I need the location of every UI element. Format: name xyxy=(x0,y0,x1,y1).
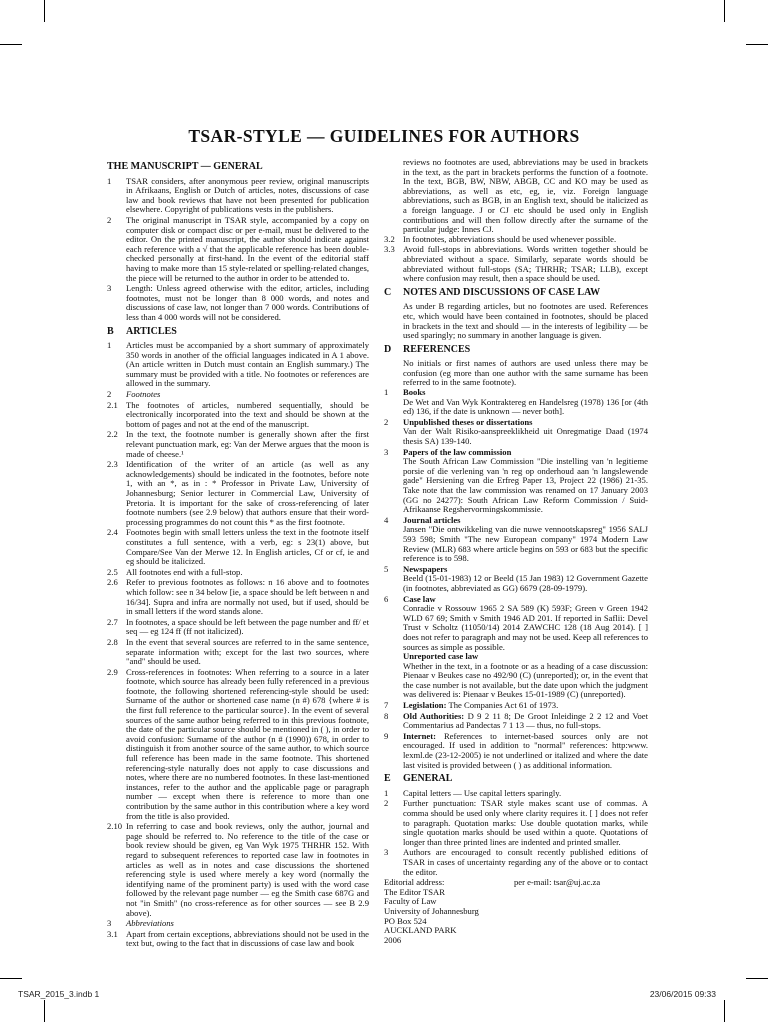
list-item: 6 Case law Conradie v Rossouw 1965 2 SA 589 (K) 593F; Green v Green 1942 WLD 67 69; Smith v Smith 1946 AD 201. If reported in Saflii: Devel Trust v Scholtz (11050/14) 2014 ZAWCHC 128 (18 Aug 2014). [ ] does not refer to paragraph and may not be used. Keep all references to sources as simple as possible. Unreported case law Whether in the text, in a footnote or as a heading of a case discussion: Pienaar v Beukes case no 492/90 (C) (unreported); or, in the event that the case number is not available, but the date upon which the judgment was delivered is: Pienaar v Beukes 15-01-1989 (C) (unreported). xyxy=(384,593,648,700)
list-item: 1 Articles must be accompanied by a short summary of approximately 350 words in another of the official languages indicated in A 1 above. (An article written in Dutch must contain an English summary.) The summary must be provided with a title. No footnotes or references are allowed in the summary. xyxy=(107,340,369,389)
page-title: TSAR-STYLE — GUIDELINES FOR AUTHORS xyxy=(188,126,580,146)
list-item: 3 Authors are encouraged to consult recently published editions of TSAR in cases of uncertainty regarding any of the above or to contact the editor. xyxy=(384,847,648,877)
list-item: 2.5 All footnotes end with a full-stop. xyxy=(107,566,243,577)
list-item: 3 Abbreviations xyxy=(107,918,174,929)
crop-mark xyxy=(44,0,45,22)
list-item: 1 Capital letters — Use capital letters sparingly. xyxy=(384,787,562,798)
list-item: 9 Internet: References to internet-based sources only are not encouraged. If used in addition to "normal" references: http:www. lexml.de (23-12-2005) ie not underlined or italized and where the date last visited is provided between ( ) as additional information. xyxy=(384,730,648,770)
editorial-address: Editorial address: per e-mail: tsar@uj.ac.za xyxy=(384,877,601,888)
list-item: 1 Books De Wet and Van Wyk Kontraktereg en Handelsreg (1978) 136 [or (4th ed) 136, if the date is unknown — never both]. xyxy=(384,387,648,417)
crop-mark xyxy=(0,44,22,45)
footer-filename: TSAR_2015_3.indb 1 xyxy=(18,989,100,999)
list-item: 2.7 In footnotes, a space should be left between the page number and ff/ et seq — eg 124 ff (ff not italicized). xyxy=(107,616,369,637)
crop-mark xyxy=(724,1000,725,1022)
list-item: 5 Newspapers Beeld (15-01-1983) 12 or Beeld (15 Jan 1983) 12 Government Gazette (in footnotes, abbreviated as GG) 6679 (28-09-1979). xyxy=(384,563,648,593)
list-item: 3.3 Avoid full-stops in abbreviations. Words written together should be abbreviated without a space. Similarly, separate words should be abbreviated without full-stops (SA; THRHR; TSAR; LLB), except where confusion may result, then a space should be used. xyxy=(384,244,648,284)
list-item: 2.8 In the event that several sources are referred to in the same sentence, separate information with; except for the last two sources, where "and" should be used. xyxy=(107,636,369,667)
section-heading: B ARTICLES xyxy=(107,325,177,337)
list-item: 3.2 In footnotes, abbreviations should be used whenever possible. xyxy=(384,233,617,244)
address-line: AUCKLAND PARK xyxy=(384,925,457,936)
crop-mark xyxy=(746,44,768,45)
list-item: 8 Old Authorities: D 9 2 11 8; De Groot Inleidinge 2 2 12 and Voet Commentarius ad Pandectas 7 1 13 — thus, no full-stops. xyxy=(384,710,648,731)
list-item: 2.3 Identification of the writer of an article (as well as any acknowledgements) should be indicated in the footnotes, before note 1, with an *, as in : * Professor in Private Law, University of Johannesburg; Senior lecturer in Commercial Law, University of Pretoria. It is important for the sake of cross-referencing of later footnote numbers (see 2.9 below) that authors ensure that their word-processing programmes do not count this * as the first footnote. xyxy=(107,459,369,527)
address-line: The Editor TSAR xyxy=(384,886,445,897)
section-heading: D REFERENCES xyxy=(384,343,471,355)
address-line: University of Johannesburg xyxy=(384,905,479,916)
paragraph: reviews no footnotes are used, abbreviations may be used in brackets in the text, as the part in brackets performs the function of a footnote. In the text, BGB, BW, NBW, ABGB, CC and KO may be used as abbreviations, as well as etc, eg, ie, viz. Foreign language abbreviations, such as BGB, in an English text, should be italicized as a foreign language. J or CJ etc should be used only in English contributions and will then follow directly after the surname of the particular judge: Innes CJ. xyxy=(403,157,648,235)
list-item: 3 Papers of the law commission The South African Law Commission "Die instelling van 'n legitieme porsie of die verlening van 'n reg op onderhoud aan 'n langslewende gade" Hersiening van die Erfreg Paper 13, Project 22 (1986) 21-35. Take note that the law commission was renamed on 17 January 2003 (GG no 24277): South African Law Reform Commission / Suid-Afrikaanse Regshervormingskommissie. xyxy=(384,446,648,515)
list-item: 3 Length: Unless agreed otherwise with the editor, articles, including footnotes, must not be longer than 8 000 words, and notes and discussions of case law, not longer than 7 000 words. Contributions of less than 4 000 words will not be considered. xyxy=(107,283,369,322)
list-item: 2 Unpublished theses or dissertations Van der Walt Risiko-aanspreeklikheid uit Onregmatige Daad (1974 thesis SA) 139-140. xyxy=(384,416,648,447)
list-item: 7 Legislation: The Companies Act 61 of 1973. xyxy=(384,700,559,711)
list-item: 2 The original manuscript in TSAR style, accompanied by a copy on computer disk or compact disc or per e-mail, must be delivered to the editor. On the printed manuscript, the author should indicate against each reference with a √ that the applicable reference has been double-checked personally at first-hand. In the event of the editorial staff having to make more than 15 style-related or spelling-related changes, the piece will be returned to the author in order to be attended to. xyxy=(107,214,369,283)
crop-mark xyxy=(44,1000,45,1022)
address-line: PO Box 524 xyxy=(384,915,427,926)
list-item: 3.1 Apart from certain exceptions, abbreviations should not be used in the text but, owing to the fact that in discussions of case law and book xyxy=(107,928,369,949)
list-item: 2 Further punctuation: TSAR style makes scant use of commas. A comma should be used only where clarity requires it. [ ] does not refer to paragraph. Quotation marks: Use double quotation marks, while single quotation marks should be used within a quote. Quotations of longer than three printed lines are indented and printed smaller. xyxy=(384,798,648,847)
address-line: Faculty of Law xyxy=(384,896,437,907)
list-item: 2.1 The footnotes of articles, numbered sequentially, should be electronically incorporated into the text and should be shown at the bottom of pages and not at the end of the manuscript. xyxy=(107,399,369,429)
paragraph: No initials or first names of authors are used unless there may be confusion (eg more than one author with the same surname has been referred to in the same footnote). xyxy=(403,358,648,388)
section-heading: E GENERAL xyxy=(384,773,453,785)
crop-mark xyxy=(746,978,768,979)
crop-mark xyxy=(724,0,725,22)
paragraph: As under B regarding articles, but no footnotes are used. References etc, which would have been contained in footnotes, should be placed in brackets in the text and should — in the interests of legibility — be used sparingly; no summary in another language is given. xyxy=(403,301,648,341)
right-column xyxy=(384,158,648,945)
list-item: 2.10 In referring to case and book reviews, only the author, journal and page should be referred to. No reference to the title of the case or book review should be given, eg Van Wyk 1975 THRHR 152. With regard to subsequent references to reported case law in footnotes in articles as well as in notes and case discussions the shortened referencing style is used where merely a key word (normally the identifying name of the prominent party) is used with the word case followed by the relevant page number — eg the Smith case 687G and not "in Smith" (no cross-reference as for other sources — see B 2.9 above). xyxy=(107,821,369,918)
list-item: 2.4 Footnotes begin with small letters unless the text in the footnote itself constitutes a full sentence, with a verb, eg: s 23(1) above, but Compare/See Van der Merwe 12. In English articles, Cf or cf, ie and eg should be italicized. xyxy=(107,527,369,567)
crop-mark xyxy=(0,978,22,979)
left-column xyxy=(107,158,369,950)
list-item: 4 Journal articles Jansen "Die ontwikkeling van die nuwe vennootskapsreg" 1956 SALJ 593 598; Smith "The new European company" 1974 Modern Law Review (MLR) 683 where article begins on 593 or 683 but the specific reference is to 598. xyxy=(384,514,648,564)
section-heading: C NOTES AND DISCUSSIONS OF CASE LAW xyxy=(384,286,601,298)
footer-timestamp: 23/06/2015 09:33 xyxy=(649,989,716,999)
address-line: 2006 xyxy=(384,934,402,945)
section-heading: THE MANUSCRIPT — GENERAL xyxy=(107,161,263,172)
list-item: 2 Footnotes xyxy=(107,389,161,400)
list-item: 2.2 In the text, the footnote number is generally shown after the first relevant punctuation mark, eg: Van der Merwe argues that the moon is made of cheese.¹ xyxy=(107,429,369,459)
email-text: per e-mail: tsar@uj.ac.za xyxy=(514,877,601,888)
list-item: 1 TSAR considers, after anonymous peer review, original manuscripts in Afrikaans, English or Dutch of articles, notes, discussions of case law and book reviews that have not been presented for publication elsewhere. Copyright of publications vests in the publishers. xyxy=(107,175,369,215)
list-item: 2.9 Cross-references in footnotes: When referring to a source in a later footnote, which source has already been fully referenced in a previous footnote, the following shortened referencing-style should be used: Surname of the author or shortened case name (n #) 678 {where # is the first full reference to the particular source}. In the event of several sources of the same author being referred to in this previous footnote, the date of the particular source should be mentioned in ( ), in order to avoid confusion: Surname of the author (n # (1990)) 678, in order to distinguish it from another source of the same author, to which source full reference has been made in the same footnote. This shortened referencing-style naturally does not apply to case discussions and notes, where there are no numbered footnotes. In these last-mentioned instances, refer to the author and the applicable page or paragraph number — except when there is reference to more than one contribution by the same author in this contribution where a key word from the title is also provided. xyxy=(107,666,369,821)
list-item: 2.6 Refer to previous footnotes as follows: n 16 above and to footnotes which follow: see n 34 below [ie, a space should be left between n and 16/34]. Supra and infra are normally not used, but if used, should be in small letters if the word stands alone. xyxy=(107,577,369,617)
